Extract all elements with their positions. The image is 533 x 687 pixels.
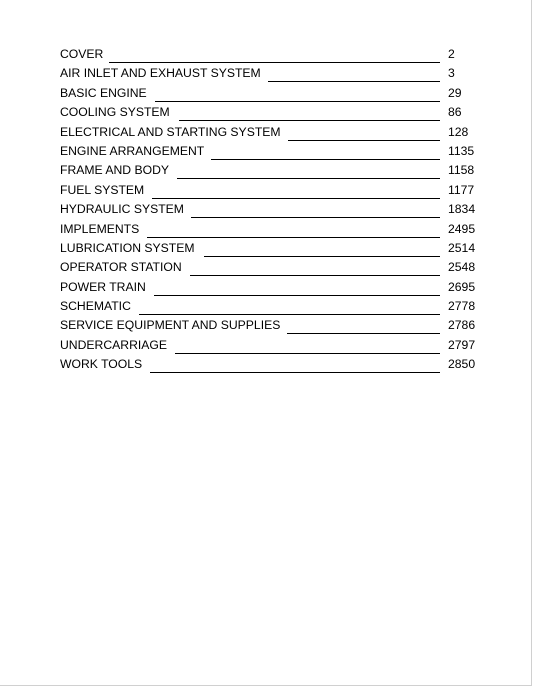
toc-entry-engine-arrangement[interactable] — [60, 143, 478, 162]
toc-leader-line — [150, 356, 440, 373]
toc-entry-title: ENGINE ARRANGEMENT — [60, 143, 205, 158]
toc-entry-title: OPERATOR STATION — [60, 260, 182, 275]
toc-entry-undercarriage[interactable] — [60, 337, 478, 356]
toc-leader-line — [288, 124, 440, 141]
toc-entry-basic-engine[interactable] — [60, 85, 478, 104]
toc-entry-page: 29 — [448, 85, 462, 100]
toc-entry-page: 2 — [448, 47, 455, 61]
toc-entry-title: HYDRAULIC SYSTEM — [60, 202, 184, 217]
toc-entry-fuel-system[interactable] — [60, 182, 478, 201]
toc-entry-page: 128 — [448, 124, 469, 139]
toc-entry-implements[interactable] — [60, 221, 478, 240]
toc-leader-line — [211, 143, 440, 160]
toc-entry-page: 1158 — [448, 163, 475, 178]
toc-entry-title: LUBRICATION SYSTEM — [60, 240, 195, 255]
toc-entry-title: COOLING SYSTEM — [60, 105, 170, 120]
toc-entry-lubrication-system[interactable] — [60, 240, 478, 259]
toc-leader-line — [287, 317, 440, 334]
toc-entry-electrical-and-starting-system[interactable] — [60, 124, 478, 143]
toc-entry-title: ELECTRICAL AND STARTING SYSTEM — [60, 124, 281, 139]
toc-entry-page: 86 — [448, 105, 462, 120]
toc-entry-page: 3 — [448, 66, 455, 81]
toc-leader-line — [139, 298, 440, 315]
toc-entry-page: 1135 — [448, 143, 475, 158]
toc-leader-line — [190, 259, 440, 276]
toc-entry-title: FUEL SYSTEM — [60, 182, 145, 197]
toc-entry-page: 2797 — [448, 337, 476, 352]
toc-entry-page: 1834 — [448, 202, 476, 217]
toc-entry-title: FRAME AND BODY — [60, 163, 170, 178]
toc-leader-line — [177, 162, 440, 179]
toc-entry-service-equipment-and-supplies[interactable] — [60, 317, 478, 336]
toc-entry-page: 2850 — [448, 357, 476, 372]
toc-leader-line — [175, 337, 440, 354]
toc-entry-page: 2548 — [448, 260, 476, 275]
toc-entry-title: SERVICE EQUIPMENT AND SUPPLIES — [60, 318, 281, 333]
toc-entry-page: 1177 — [448, 182, 475, 197]
toc-entry-page: 2695 — [448, 279, 476, 294]
toc-entry-title: WORK TOOLS — [60, 357, 143, 372]
toc-entry-page: 2514 — [448, 240, 476, 255]
toc-entry-power-train[interactable] — [60, 279, 478, 298]
toc-entry-title: IMPLEMENTS — [60, 221, 140, 236]
toc-entry-work-tools[interactable] — [60, 356, 478, 375]
toc-entry-operator-station[interactable] — [60, 259, 478, 278]
toc-entry-title: AIR INLET AND EXHAUST SYSTEM — [60, 66, 261, 81]
toc-entry-air-inlet-and-exhaust-system[interactable] — [60, 65, 478, 84]
toc-entry-title: POWER TRAIN — [60, 279, 146, 294]
table-of-contents — [60, 46, 478, 376]
toc-leader-line — [179, 104, 440, 121]
toc-leader-line — [147, 221, 440, 238]
toc-entry-title: UNDERCARRIAGE — [60, 337, 167, 352]
toc-entry-title: SCHEMATIC — [60, 299, 131, 314]
toc-leader-line — [268, 65, 440, 82]
toc-entry-cooling-system[interactable] — [60, 104, 478, 123]
toc-leader-line — [109, 46, 440, 63]
toc-entry-cover[interactable] — [60, 46, 478, 65]
toc-entry-title: BASIC ENGINE — [60, 85, 147, 100]
toc-leader-line — [155, 85, 440, 102]
toc-entry-title: COVER — [60, 47, 104, 61]
toc-entry-page: 2495 — [448, 221, 476, 236]
toc-leader-line — [154, 279, 440, 296]
toc-leader-line — [152, 182, 440, 199]
toc-leader-line — [191, 201, 440, 218]
toc-leader-line — [204, 240, 440, 257]
toc-entry-schematic[interactable] — [60, 298, 478, 317]
toc-entry-frame-and-body[interactable] — [60, 162, 478, 181]
toc-entry-page: 2778 — [448, 299, 476, 314]
toc-entry-hydraulic-system[interactable] — [60, 201, 478, 220]
toc-entry-page: 2786 — [448, 318, 476, 333]
